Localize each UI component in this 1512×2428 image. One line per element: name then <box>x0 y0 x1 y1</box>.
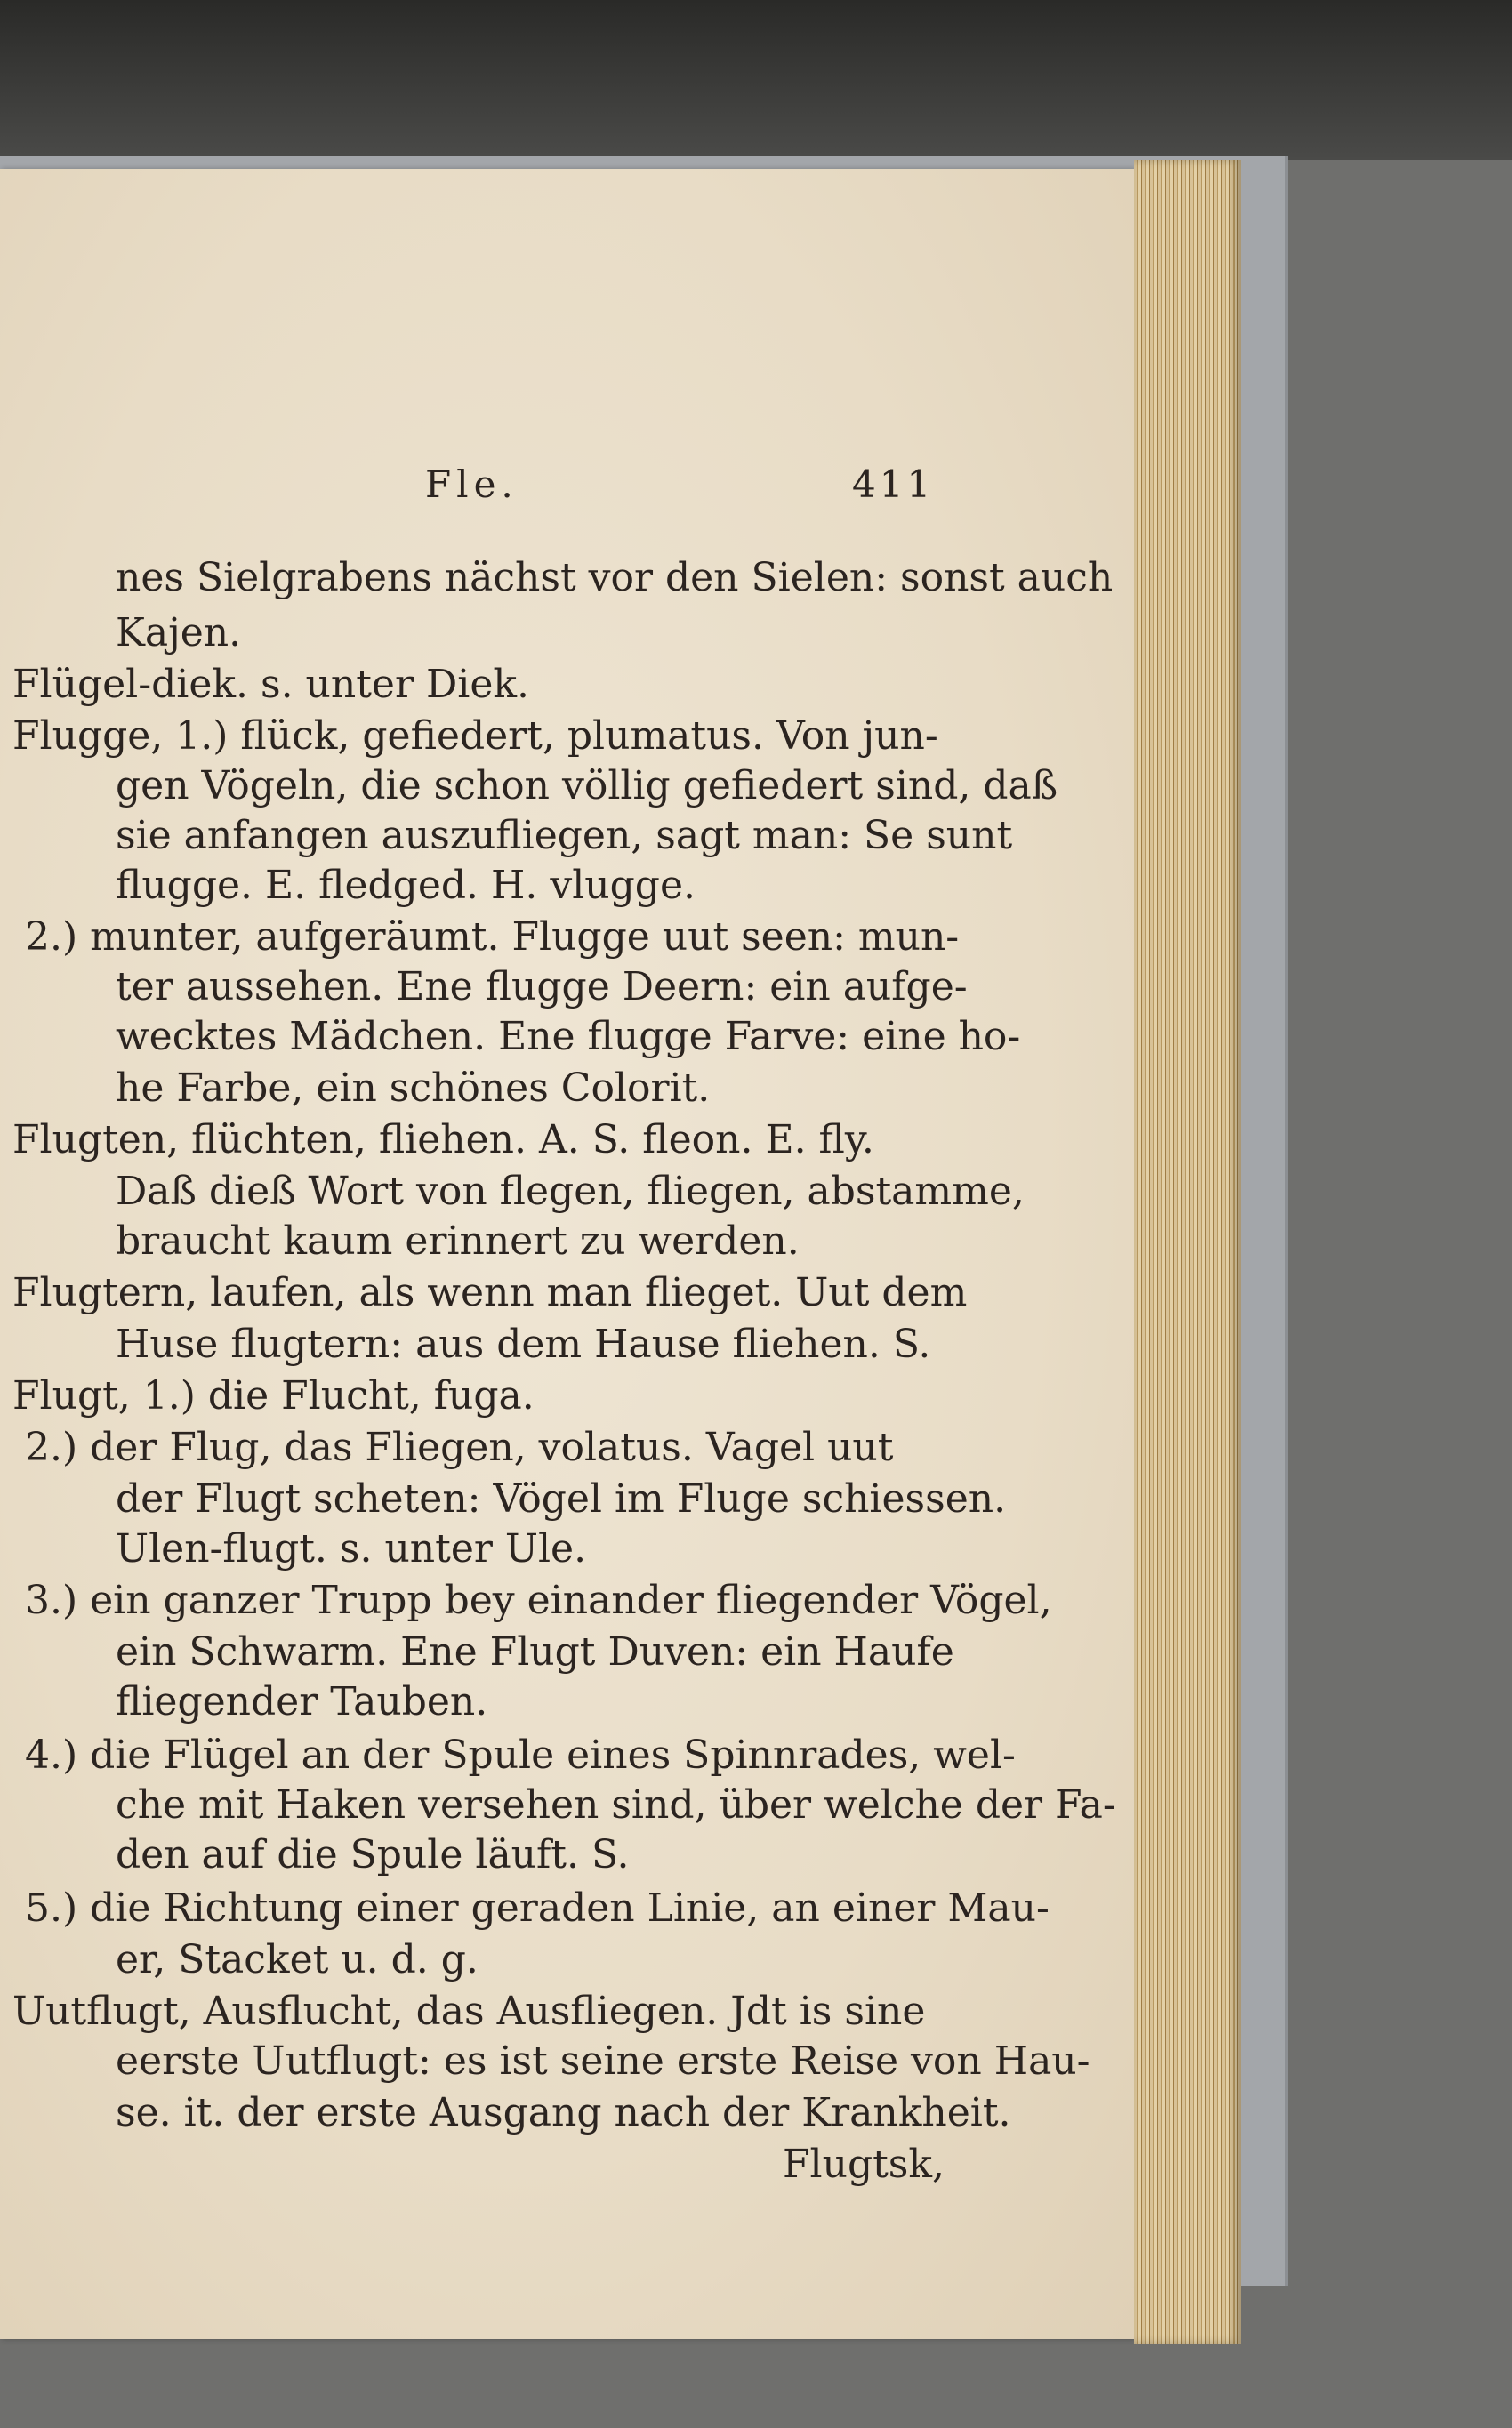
scanner-background <box>0 0 1512 160</box>
entry-line: Flügel-diek. s. unter Diek. <box>12 662 530 707</box>
text-line: wecktes Mädchen. Ene flugge Farve: eine ho- <box>116 1014 1021 1059</box>
text-line: ein Schwarm. Ene Flugt Duven: ein Haufe <box>116 1629 954 1675</box>
text-line: Ulen-flugt. s. unter Ule. <box>116 1526 587 1572</box>
text-line: Kajen. <box>116 610 242 655</box>
page-fore-edge <box>1134 160 1241 2344</box>
text-line: ter aussehen. Ene flugge Deern: ein aufge- <box>116 964 968 1009</box>
text-line: der Flugt scheten: Vögel im Fluge schiessen. <box>116 1476 1007 1522</box>
text-line: he Farbe, ein schönes Colorit. <box>116 1065 711 1111</box>
text-line: sie anfangen auszufliegen, sagt man: Se sunt <box>116 813 1013 858</box>
book-page <box>0 169 1134 2339</box>
text-line: er, Stacket u. d. g. <box>116 1937 479 1982</box>
text-line: flugge. E. fledged. H. vlugge. <box>116 863 696 908</box>
text-line: Huse flugtern: aus dem Hause fliehen. S. <box>116 1322 931 1367</box>
page-number: 411 <box>852 462 935 506</box>
text-line: den auf die Spule läuft. S. <box>116 1832 630 1877</box>
entry-line: Flugge, 1.) flück, gefiedert, plumatus. Von jun- <box>12 713 938 759</box>
text-line: fliegender Tauben. <box>116 1679 488 1725</box>
catchword: Flugtsk, <box>783 2142 945 2187</box>
numbered-line: 4.) die Flügel an der Spule eines Spinnrades, wel- <box>25 1733 1016 1778</box>
entry-line: Uutflugt, Ausflucht, das Ausfliegen. Jdt is sine <box>12 1989 926 2034</box>
numbered-line: 2.) munter, aufgeräumt. Flugge uut seen: mun- <box>25 914 960 960</box>
entry-line: Flugtern, laufen, als wenn man flieget. Uut dem <box>12 1270 968 1315</box>
text-line: Daß dieß Wort von flegen, fliegen, abstamme, <box>116 1169 1025 1214</box>
text-line: che mit Haken versehen sind, über welche der Fa- <box>116 1782 1116 1828</box>
numbered-line: 3.) ein ganzer Trupp bey einander fliegender Vögel, <box>25 1578 1052 1623</box>
numbered-line: 2.) der Flug, das Fliegen, volatus. Vagel uut <box>25 1425 894 1470</box>
text-line: eerste Uutflugt: es ist seine erste Reise von Hau- <box>116 2038 1090 2084</box>
text-line: braucht kaum erinnert zu werden. <box>116 1218 800 1264</box>
text-line: gen Vögeln, die schon völlig gefiedert sind, daß <box>116 763 1058 808</box>
text-line: nes Sielgrabens nächst vor den Sielen: sonst auch <box>116 555 1114 600</box>
entry-line: Flugten, flüchten, fliehen. A. S. fleon. E. fly. <box>12 1117 874 1162</box>
numbered-line: 5.) die Richtung einer geraden Linie, an einer Mau- <box>25 1885 1050 1931</box>
text-line: se. it. der erste Ausgang nach der Krankheit. <box>116 2090 1011 2135</box>
running-head: Fle. <box>425 462 519 506</box>
entry-line: Flugt, 1.) die Flucht, fuga. <box>12 1373 535 1419</box>
